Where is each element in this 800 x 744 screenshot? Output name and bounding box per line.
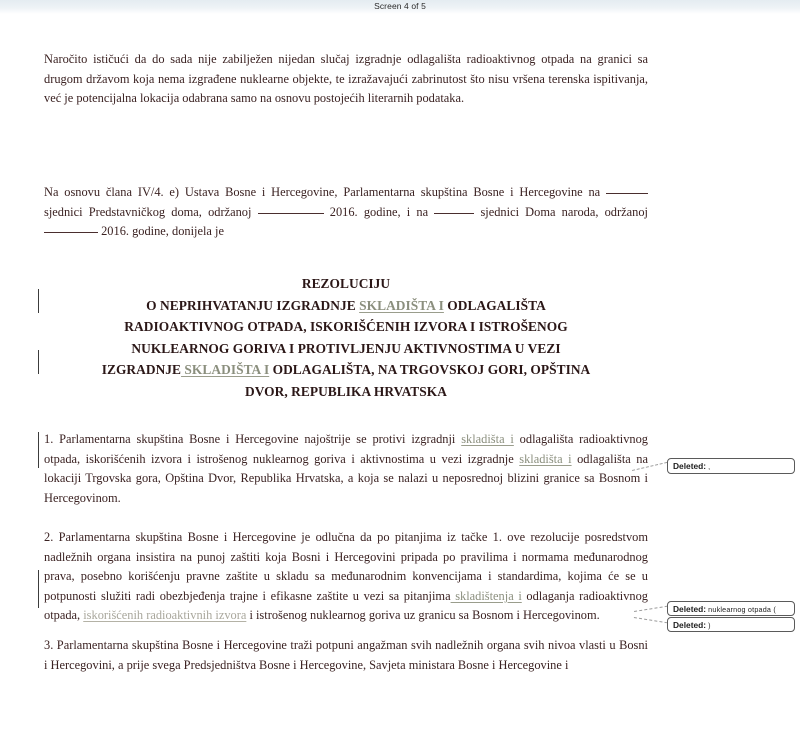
item1-seg-1: 1. Parlamentarna skupština Bosne i Hercegovine najoštrije se protivi izgradnji bbox=[44, 432, 462, 446]
title-line-2-post: ODLAGALIŠTA bbox=[443, 297, 546, 313]
item1-insertion-1: skladišta i bbox=[461, 432, 514, 446]
revision-balloon-value-1: , bbox=[708, 462, 711, 471]
item2-seg-2: odlaganja radioaktivnog otpada, bbox=[44, 588, 648, 623]
preamble-paragraph bbox=[44, 183, 648, 242]
title-line-2-insertion: SKLADIŠTA I bbox=[359, 297, 444, 313]
item2-insertion-1: skladištenja i bbox=[450, 588, 522, 603]
blank-field-date-house[interactable] bbox=[258, 203, 324, 214]
preamble-part-1: Na osnovu člana IV/4. e) Ustava Bosne i Hercegovine, Parlamentarna skupština Bosne i Hercegovine na bbox=[44, 185, 601, 199]
title-line-5-post: ODLAGALIŠTA, NA TRGOVSKOJ GORI, OPŠTINA bbox=[269, 362, 591, 377]
screen-counter-label: Screen 4 of 5 bbox=[374, 1, 426, 11]
title-line-6: DVOR, REPUBLIKA HRVATSKA bbox=[245, 383, 447, 399]
item1-seg-3: odlagališta na lokaciji Trgovska gora, Opština Dvor, Republika Hrvatska, a koja se nalazi u neposrednoj blizini granice sa Bosnom i Hercegovinom. bbox=[44, 451, 648, 505]
blank-field-session-peoples[interactable] bbox=[434, 203, 474, 214]
preamble-part-4: sjednici Doma naroda, održanoj bbox=[480, 204, 648, 219]
resolution-item-3-block bbox=[44, 636, 648, 675]
title-line-1: REZOLUCIJU bbox=[301, 276, 391, 291]
item2-seg-1: 2. Parlamentarna skupština Bosne i Hercegovine je odlučna da po pitanjima iz tačke 1. ove rezolucije posredstvom nadležnih organa insistira na punoj zaštiti koja Bosni i Hercegovini pripada po pravilima i normama međunarodnog prava, posebno korišćenju pravne zaštite u skladu sa međunarodnim konvencijama i standardima, kojima će se u potpunosti služiti radi obezbjeđenja trajne i efikasne zaštite u vezi sa pitanjima bbox=[44, 530, 648, 603]
item1-insertion-2: skladišta i bbox=[519, 451, 572, 466]
title-line-2-pre: O NEPRIHVATANJU IZGRADNJE bbox=[146, 297, 360, 313]
revision-balloon-value-2: nuklearnog otpada ( bbox=[708, 605, 776, 614]
title-line-5-insertion: SKLADIŠTA I bbox=[181, 362, 270, 377]
preamble-block bbox=[44, 183, 648, 242]
revision-balloon-deleted-3[interactable] bbox=[667, 617, 795, 632]
revision-balloon-value-3: ) bbox=[708, 621, 711, 630]
revision-balloon-label-3: Deleted: bbox=[673, 620, 707, 630]
change-bar-item2 bbox=[38, 570, 39, 608]
revision-balloon-deleted-2[interactable] bbox=[667, 601, 795, 616]
change-bar-title-line5 bbox=[38, 350, 39, 374]
title-line-4: NUKLEARNOG GORIVA I PROTIVLJENJU AKTIVNOSTIMA U VEZI bbox=[131, 340, 561, 356]
item1-seg-2: odlagališta radioaktivnog otpada, iskorišćenih izvora i istrošenog nuklearnog goriva i aktivnostima u vezi izgradnje bbox=[44, 432, 649, 466]
resolution-item-2 bbox=[44, 528, 648, 626]
document-page bbox=[0, 14, 800, 744]
resolution-item-1-block bbox=[44, 430, 648, 508]
preamble-part-5: 2016. godine, donijela je bbox=[101, 224, 224, 239]
resolution-title-block bbox=[44, 273, 648, 402]
intro-paragraph: Naročito ističući da do sada nije zabilježen nijedan slučaj izgradnje odlagališta radioaktivnog otpada na granici sa drugom državom koja nema izgrađene nuklearne objekte, te izražavajući zabrinutost što nisu vršena terenska ispitivanja, već je potencijalna lokacija odabrana samo na osnovu postojećih literarnih podataka. bbox=[44, 52, 648, 106]
revision-balloon-deleted-1[interactable] bbox=[667, 458, 795, 474]
preamble-part-2: sjednici Predstavničkog doma, održanoj bbox=[44, 204, 252, 219]
item2-insertion-2: iskorišćenih radioaktivnih izvora bbox=[83, 608, 247, 623]
resolution-item-2-block bbox=[44, 528, 648, 626]
change-bar-item1 bbox=[38, 432, 39, 468]
title-line-5 bbox=[44, 359, 648, 381]
resolution-item-3: 3. Parlamentarna skupština Bosne i Hercegovine traži potpuni angažman svih nadležnih organa svih nivoa vlasti u Bosni i Hercegovini, a prije svega Predsjedništva Bosne i Hercegovine, Savjeta ministara Bosne i Hercegovine i bbox=[44, 638, 648, 672]
blank-field-date-peoples[interactable] bbox=[44, 222, 98, 233]
preamble-part-3: 2016. godine, i na bbox=[329, 204, 429, 219]
revision-balloon-label-2: Deleted: bbox=[673, 604, 707, 614]
item2-seg-3: i istrošenog nuklearnog goriva uz granicu sa Bosnom i Hercegovinom. bbox=[246, 608, 600, 623]
revision-balloon-label-1: Deleted: bbox=[673, 461, 707, 471]
intro-paragraph-block bbox=[44, 50, 648, 109]
change-bar-title-line2 bbox=[38, 289, 39, 313]
title-line-3: RADIOAKTIVNOG OTPADA, ISKORIŠĆENIH IZVORA I ISTROŠENOG bbox=[124, 319, 568, 334]
title-line-2 bbox=[44, 295, 648, 317]
blank-field-session-house[interactable] bbox=[606, 183, 648, 194]
title-line-5-pre: IZGRADNJE bbox=[101, 362, 182, 377]
resolution-item-1 bbox=[44, 430, 648, 508]
